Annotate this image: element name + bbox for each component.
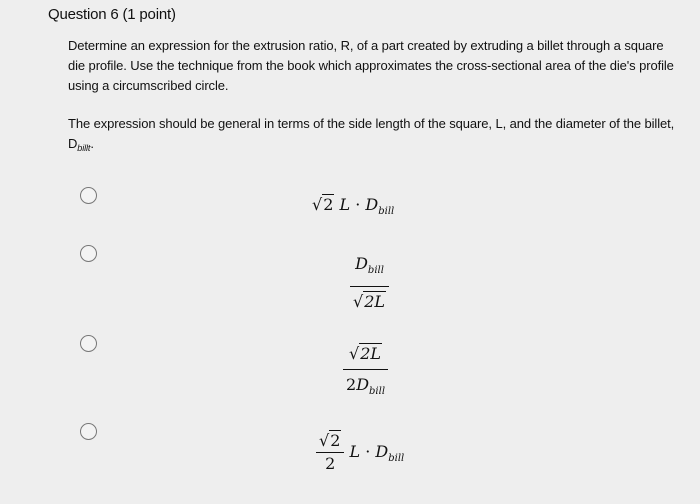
fraction-bar (343, 369, 388, 370)
var-d: D (365, 195, 379, 214)
fraction-denominator: $2D_{bill}$ (346, 375, 386, 397)
fraction-bar (316, 452, 344, 453)
prompt-paragraph-1: Determine an expression for the extrusion ratio, R, of a part created by extruding a billet through a square die profile. Use the technique from the book which approximates the cross-sectional area of the die's profile using a circumscribed circle. (68, 38, 674, 93)
fraction-numerator (346, 343, 385, 365)
radio-button-1[interactable] (80, 187, 97, 204)
answer-option-4[interactable] (80, 422, 500, 492)
answer-option-3[interactable] (80, 333, 500, 408)
answer-option-1[interactable] (80, 182, 500, 222)
prompt-paragraph-2 (68, 114, 678, 158)
prompt-paragraph-2-text: The expression should be general in terms of the side length of the square, L, and the diameter of the billet, D (68, 116, 675, 151)
radio-button-2[interactable] (80, 245, 97, 262)
fraction-bar (350, 286, 389, 287)
fraction (350, 253, 389, 313)
sqrt-symbol: √2L (349, 344, 382, 363)
var-d-subscript: bill (388, 453, 405, 464)
option-3-expression (343, 343, 388, 403)
option-1-expression (312, 195, 394, 217)
sqrt-radicand: 2 (323, 195, 334, 214)
var-l: L (349, 442, 361, 461)
prompt-subscript: billt (77, 143, 91, 153)
sqrt-symbol: √2 (319, 431, 341, 450)
sqrt-symbol: √2 (312, 195, 334, 214)
fraction-denominator (350, 291, 389, 313)
fraction (343, 343, 388, 403)
dot-operator: · (355, 195, 361, 214)
answer-option-2[interactable] (80, 243, 500, 315)
fraction-numerator (316, 432, 344, 450)
dot-operator: · (365, 442, 371, 461)
var-d: D (375, 442, 389, 461)
option-4-expression (316, 432, 404, 473)
fraction (316, 432, 344, 473)
prompt-period: . (90, 136, 94, 151)
radio-button-3[interactable] (80, 335, 97, 352)
fraction-numerator: $D_{bill}$ (355, 254, 384, 276)
sqrt-symbol: √2L (353, 292, 386, 311)
question-header: Question 6 (1 point) (48, 6, 176, 23)
var-l: L (339, 195, 351, 214)
option-2-expression (350, 253, 389, 313)
question-prompt (68, 36, 678, 176)
fraction-denominator: 2 (325, 454, 336, 473)
var-d-subscript: bill (378, 206, 395, 217)
radio-button-4[interactable] (80, 423, 97, 440)
